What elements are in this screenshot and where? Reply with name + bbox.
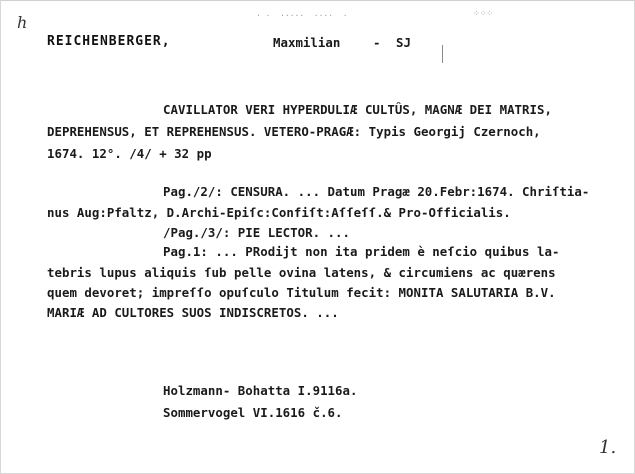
pag1-line-3: quem devoret; impreſſo opuſculo Titulum fecit: MONITA SALUTARIA B.V. <box>47 285 556 300</box>
reference-sommervogel: Sommervogel VI.1616 č.6. <box>163 405 343 420</box>
corner-handwritten-mark: h <box>17 13 28 32</box>
title-line-3: 1674. 12°. /4/ + 32 pp <box>47 146 212 161</box>
title-line-1: CAVILLATOR VERI HYPERDULIÆ CULTÛS, MAGNÆ DEI MATRIS, <box>163 102 552 117</box>
pag1-line-4: MARIÆ AD CULTORES SUOS INDISCRETOS. ... <box>47 305 339 320</box>
pag1-line-1: Pag.1: ... PRodijt non ita pridem è neſcio quibus la- <box>163 244 560 259</box>
heading-surname: REICHENBERGER, <box>47 34 171 49</box>
bottom-handwritten-mark: 1. <box>599 437 617 458</box>
pag2-line-1: Pag./2/: CENSURA. ... Datum Pragæ 20.Febr:1674. Chriſtia- <box>163 184 590 199</box>
pag1-line-2: tebris lupus aliquis ſub pelle ovina latens, & circumiens ac quærens <box>47 265 556 280</box>
faint-stamp-marks: · · ····· ···· · <box>256 11 348 20</box>
heading-order: SJ <box>396 35 411 50</box>
title-line-2: DEPREHENSUS, ET REPREHENSUS. VETERO-PRAGÆ: Typis Georgij Czernoch, <box>47 124 541 139</box>
ink-stroke <box>442 45 443 63</box>
pag2-line-2: nus Aug:Pfaltz, D.Archi-Epiſc:Confiſt:Aſſeſſ.& Pro-Officialis. <box>47 205 511 220</box>
heading-dash: - <box>373 35 381 50</box>
pag3-line: /Pag./3/: PIE LECTOR. ... <box>163 225 350 240</box>
reference-holzmann: Holzmann- Bohatta I.9116a. <box>163 383 358 398</box>
heading-forename: Maxmilian <box>273 35 341 50</box>
faint-stamp-marks-right: ⁘⁘⁘ <box>473 9 494 18</box>
